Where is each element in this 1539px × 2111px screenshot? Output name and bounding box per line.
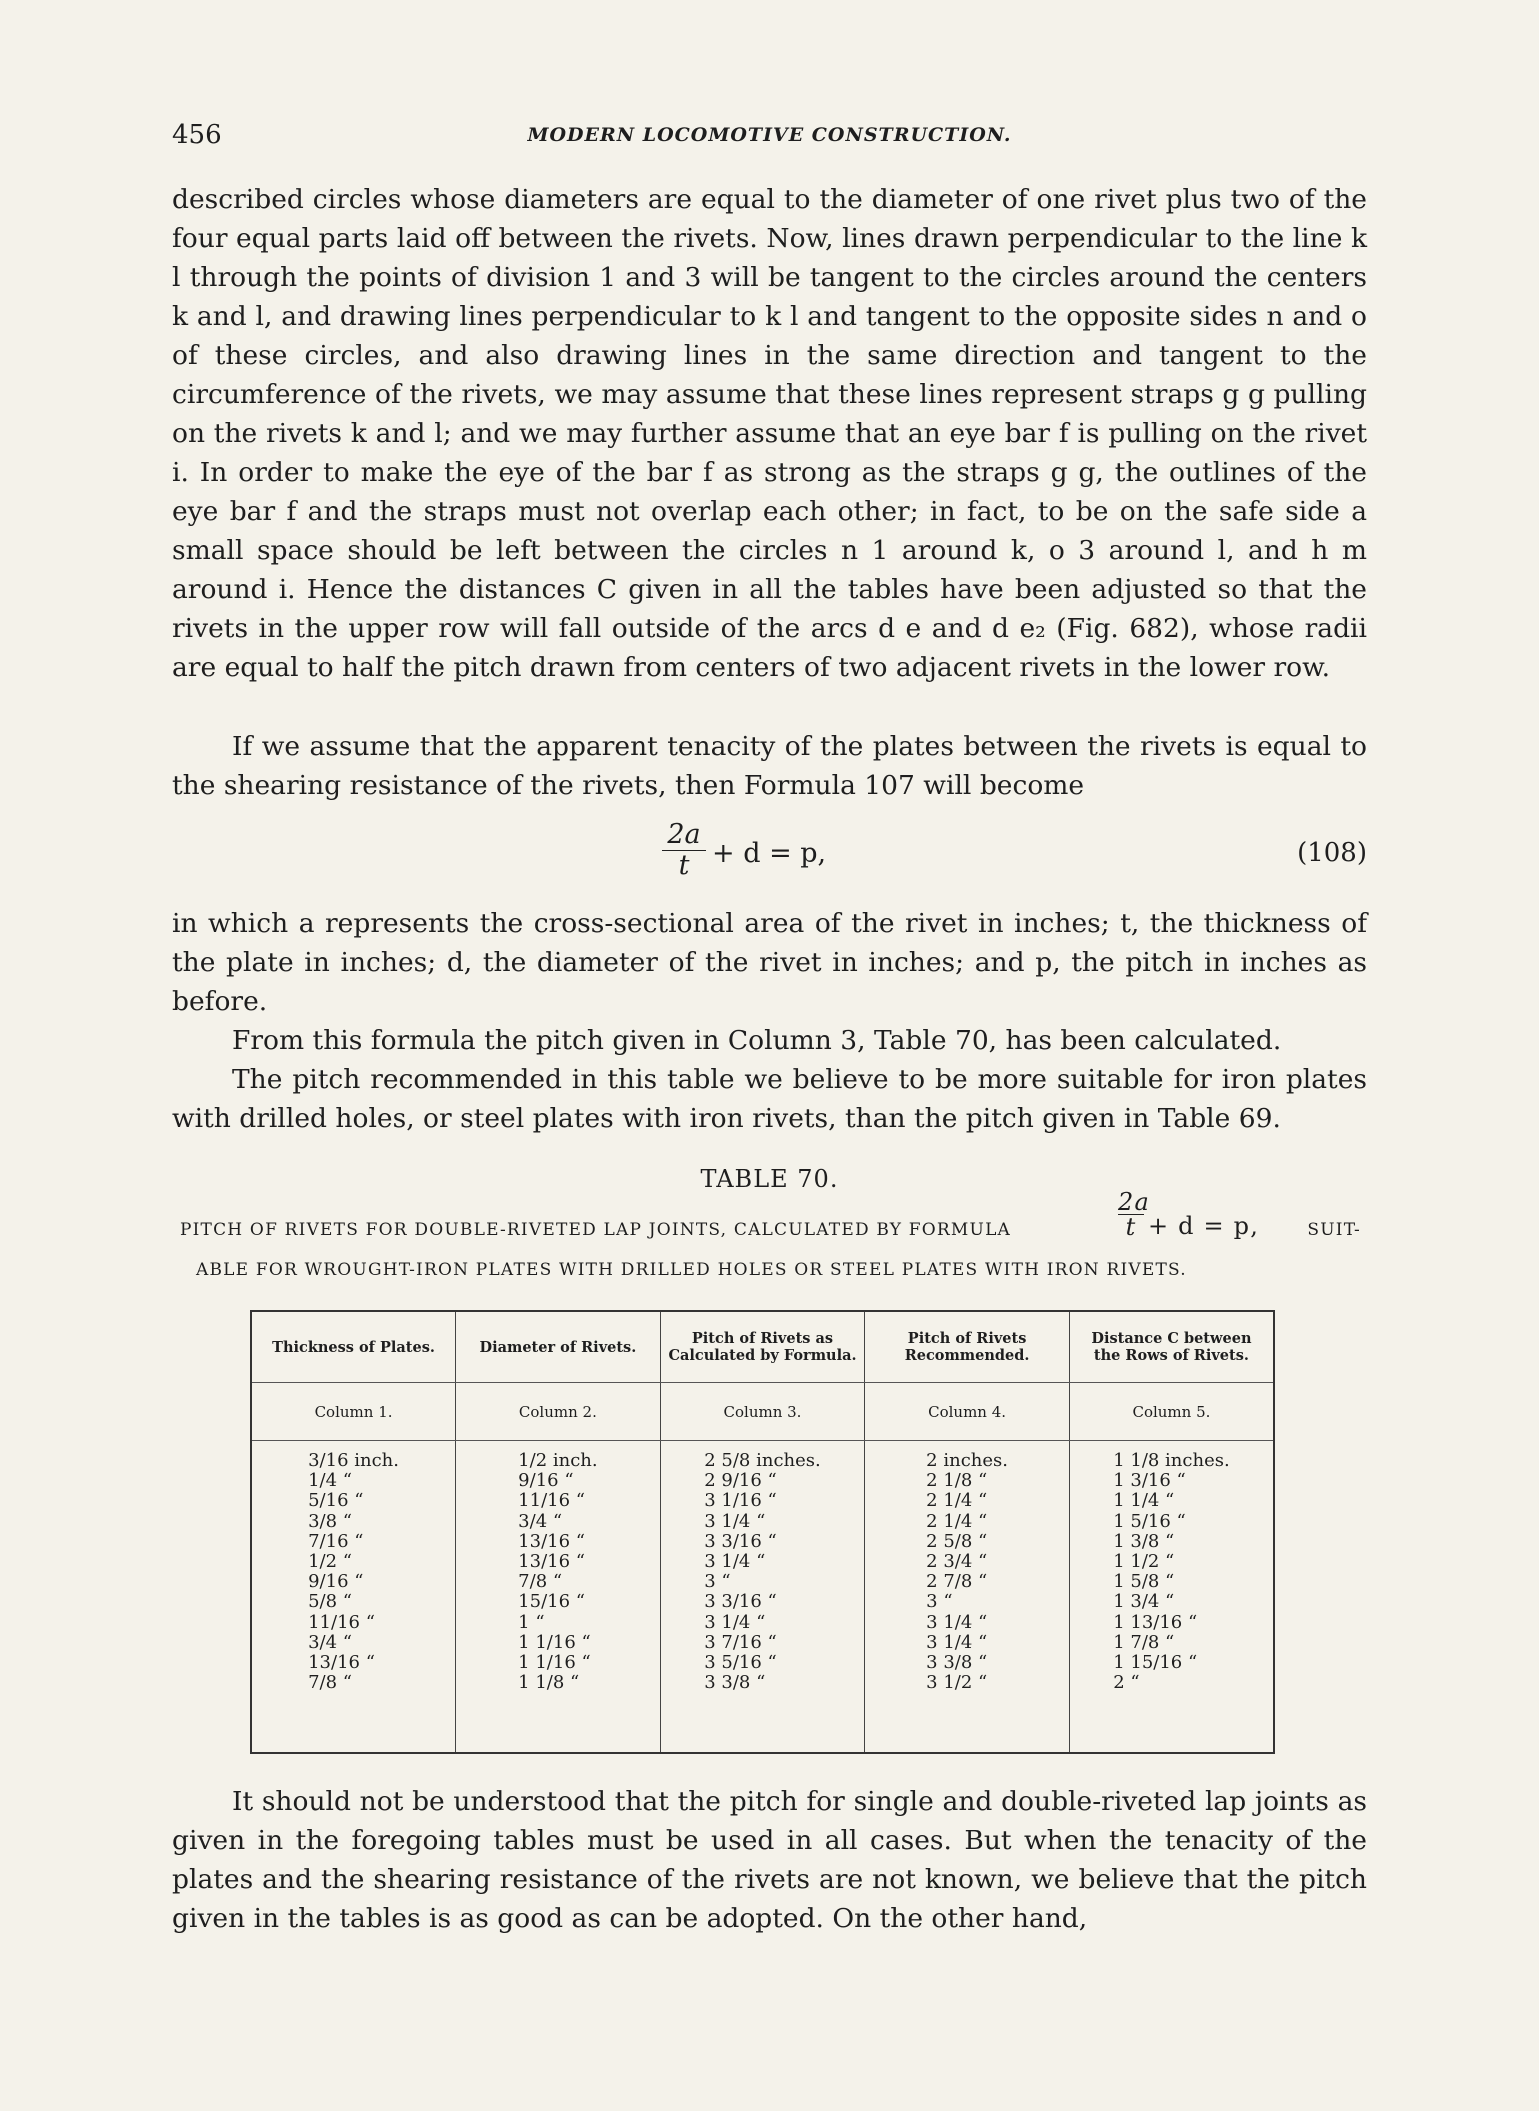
col5-value: 1 13/16 “ xyxy=(1113,1611,1198,1633)
equation-108 xyxy=(172,818,1367,908)
equation-rest: + d = p, xyxy=(712,838,827,869)
col5-values xyxy=(1113,1451,1230,1693)
col3-value: 3 3/16 “ xyxy=(704,1591,777,1613)
col4-value: 2 1/8 “ xyxy=(926,1470,988,1492)
equation-denominator: t xyxy=(678,850,690,881)
body-text-middle xyxy=(172,904,1367,1138)
caption-equation: + d = p, xyxy=(1148,1212,1260,1240)
body-text-bottom xyxy=(172,1782,1367,1938)
header-diameter: Diameter of Rivets. xyxy=(456,1311,661,1383)
col5-value: 1 15/16 “ xyxy=(1113,1652,1198,1674)
col1-value: 3/16 inch. xyxy=(308,1450,399,1471)
col1-value: 7/8 “ xyxy=(308,1672,352,1694)
col4-value: 2 7/8 “ xyxy=(926,1571,988,1593)
col3-value: 3 3/16 “ xyxy=(704,1530,777,1552)
caption-fraction xyxy=(1118,1188,1150,1241)
col2-value: 3/4 “ xyxy=(518,1510,563,1532)
col1-value: 13/16 “ xyxy=(308,1652,375,1674)
col2-value: 13/16 “ xyxy=(518,1530,585,1552)
paragraph: described circles whose diameters are equal to the diameter of one rivet plus two of the four equal parts laid off between the rivets. Now, lines drawn perpendicular to the line k l through the points of division 1 and 3 will be tangent to the circles around the centers k and l, and drawing lines perpendicular to k l and tangent to the opposite sides n and o of these circles, and also drawing lines in the same direction and tangent to the circumference of the rivets, we may assume that these lines represent straps g g pulling on the rivets k and l; and we may further assume that an eye bar f is pulling on the rivet i. In order to make the eye of the bar f as strong as the straps g g, the outlines of the eye bar f and the straps must not overlap each other; in fact, to be on the safe side a small space should be left between the circles n 1 around k, o 3 around l, and h m around i. Hence the distances C given in all the tables have been adjusted so that the rivets in the upper row will fall outside of the arcs d e and d e₂ (Fig. 682), whose radii are equal to half the pitch drawn from centers of two adjacent rivets in the lower row. xyxy=(172,184,1367,683)
col4-value: 2 1/4 “ xyxy=(926,1490,988,1512)
col4-value: 3 1/4 “ xyxy=(926,1611,988,1633)
col3-cell xyxy=(660,1441,865,1754)
paragraph: From this formula the pitch given in Column 3, Table 70, has been calculated. xyxy=(232,1025,1282,1056)
col3-value: 3 3/8 “ xyxy=(704,1672,766,1694)
paragraph: It should not be understood that the pitch for single and double-riveted lap joints as given in the foregoing tables must be used in all cases. But when the tenacity of the plates and the shearing resistance of the rivets are not known, we believe that the pitch given in the tables is as good as can be adopted. On the other hand, xyxy=(172,1786,1367,1934)
caption-suit: SUIT- xyxy=(1307,1220,1361,1240)
col2-values xyxy=(518,1451,597,1693)
running-title: MODERN LOCOMOTIVE CONSTRUCTION. xyxy=(527,124,1012,146)
column-label: Column 4. xyxy=(865,1383,1070,1441)
col3-value: 3 1/4 “ xyxy=(704,1611,766,1633)
col2-value: 1 “ xyxy=(518,1611,545,1633)
col3-values xyxy=(704,1451,821,1693)
col3-value: 3 1/4 “ xyxy=(704,1510,766,1532)
col1-value: 9/16 “ xyxy=(308,1571,364,1593)
paragraph: If we assume that the apparent tenacity of the plates between the rivets is equal to the shearing resistance of the rivets, then Formula 107 will become xyxy=(172,731,1367,801)
col1-value: 5/16 “ xyxy=(308,1490,364,1512)
body-text-formula-intro xyxy=(172,727,1367,805)
col2-cell xyxy=(456,1441,661,1754)
col2-value: 7/8 “ xyxy=(518,1571,563,1593)
column-label: Column 2. xyxy=(456,1383,661,1441)
header-pitch-recommended: Pitch of Rivets Recommended. xyxy=(865,1311,1070,1383)
col5-value: 1 3/8 “ xyxy=(1113,1530,1175,1552)
col5-value: 1 3/4 “ xyxy=(1113,1591,1175,1613)
col4-cell xyxy=(865,1441,1070,1754)
caption-line-1: PITCH OF RIVETS FOR DOUBLE-RIVETED LAP JOINTS, CALCULATED BY FORMULA xyxy=(180,1220,1012,1240)
col2-value: 9/16 “ xyxy=(518,1470,574,1492)
col1-value: 3/4 “ xyxy=(308,1631,352,1653)
col1-value: 5/8 “ xyxy=(308,1591,352,1613)
col5-value: 2 “ xyxy=(1113,1672,1140,1694)
table-title: TABLE 70. xyxy=(700,1165,839,1193)
col5-value: 1 7/8 “ xyxy=(1113,1631,1175,1653)
col5-value: 1 5/8 “ xyxy=(1113,1571,1175,1593)
equation-numerator: 2a xyxy=(662,820,706,851)
caption-line-2: ABLE FOR WROUGHT-IRON PLATES WITH DRILLED HOLES OR STEEL PLATES WITH IRON RIVETS. xyxy=(196,1260,1187,1280)
rivet-pitch-table xyxy=(250,1310,1275,1754)
header-thickness: Thickness of Plates. xyxy=(251,1311,456,1383)
col2-value: 1 1/16 “ xyxy=(518,1631,591,1653)
col4-value: 3 1/2 “ xyxy=(926,1672,988,1694)
col1-value: 11/16 “ xyxy=(308,1611,375,1633)
col2-value: 15/16 “ xyxy=(518,1591,585,1613)
col5-value: 1 1/8 inches. xyxy=(1113,1450,1230,1471)
col4-values xyxy=(926,1451,1008,1693)
col5-value: 1 3/16 “ xyxy=(1113,1470,1186,1492)
col2-value: 1 1/8 “ xyxy=(518,1672,580,1694)
col3-value: 3 5/16 “ xyxy=(704,1652,777,1674)
column-label: Column 1. xyxy=(251,1383,456,1441)
col4-value: 2 3/4 “ xyxy=(926,1551,988,1573)
paragraph: in which a represents the cross-sectional area of the rivet in inches; t, the thickness of the plate in inches; d, the diameter of the rivet in inches; and p, the pitch in inches as before. xyxy=(172,908,1367,1017)
col4-value: 3 3/8 “ xyxy=(926,1652,988,1674)
col2-value: 11/16 “ xyxy=(518,1490,585,1512)
col1-cell xyxy=(251,1441,456,1754)
col4-value: 3 “ xyxy=(926,1591,953,1613)
body-text-top xyxy=(172,180,1367,687)
table-body-row xyxy=(251,1441,1274,1754)
page-number: 456 xyxy=(172,120,222,150)
col4-value: 2 5/8 “ xyxy=(926,1530,988,1552)
page-header xyxy=(172,120,1367,154)
col5-cell xyxy=(1069,1441,1274,1754)
col3-value: 2 9/16 “ xyxy=(704,1470,777,1492)
col4-value: 3 1/4 “ xyxy=(926,1631,988,1653)
col5-value: 1 1/4 “ xyxy=(1113,1490,1175,1512)
col5-value: 1 5/16 “ xyxy=(1113,1510,1186,1532)
col1-value: 1/2 “ xyxy=(308,1551,352,1573)
col4-value: 2 inches. xyxy=(926,1450,1008,1471)
col3-value: 3 “ xyxy=(704,1571,731,1593)
caption-fraction-numerator: 2a xyxy=(1118,1188,1150,1216)
col1-values xyxy=(308,1451,399,1693)
table-header-row xyxy=(251,1311,1274,1383)
equation-number: (108) xyxy=(1297,838,1367,868)
paragraph: The pitch recommended in this table we believe to be more suitable for iron plates with drilled holes, or steel plates with iron rivets, than the pitch given in Table 69. xyxy=(172,1064,1367,1134)
col2-value: 13/16 “ xyxy=(518,1551,585,1573)
column-label: Column 5. xyxy=(1069,1383,1274,1441)
col1-value: 3/8 “ xyxy=(308,1510,352,1532)
header-distance-c: Distance C between the Rows of Rivets. xyxy=(1069,1311,1274,1383)
col1-value: 1/4 “ xyxy=(308,1470,352,1492)
col2-value: 1/2 inch. xyxy=(518,1450,598,1471)
col3-value: 3 1/4 “ xyxy=(704,1551,766,1573)
col2-value: 1 1/16 “ xyxy=(518,1652,591,1674)
col3-value: 3 7/16 “ xyxy=(704,1631,777,1653)
header-pitch-calculated: Pitch of Rivets as Calculated by Formula. xyxy=(660,1311,865,1383)
col4-value: 2 1/4 “ xyxy=(926,1510,988,1532)
col5-value: 1 1/2 “ xyxy=(1113,1551,1175,1573)
column-number-row xyxy=(251,1383,1274,1441)
column-label: Column 3. xyxy=(660,1383,865,1441)
equation-fraction xyxy=(662,820,706,881)
col3-value: 3 1/16 “ xyxy=(704,1490,777,1512)
col3-value: 2 5/8 inches. xyxy=(704,1450,821,1471)
caption-fraction-denominator: t xyxy=(1125,1213,1137,1241)
col1-value: 7/16 “ xyxy=(308,1530,364,1552)
